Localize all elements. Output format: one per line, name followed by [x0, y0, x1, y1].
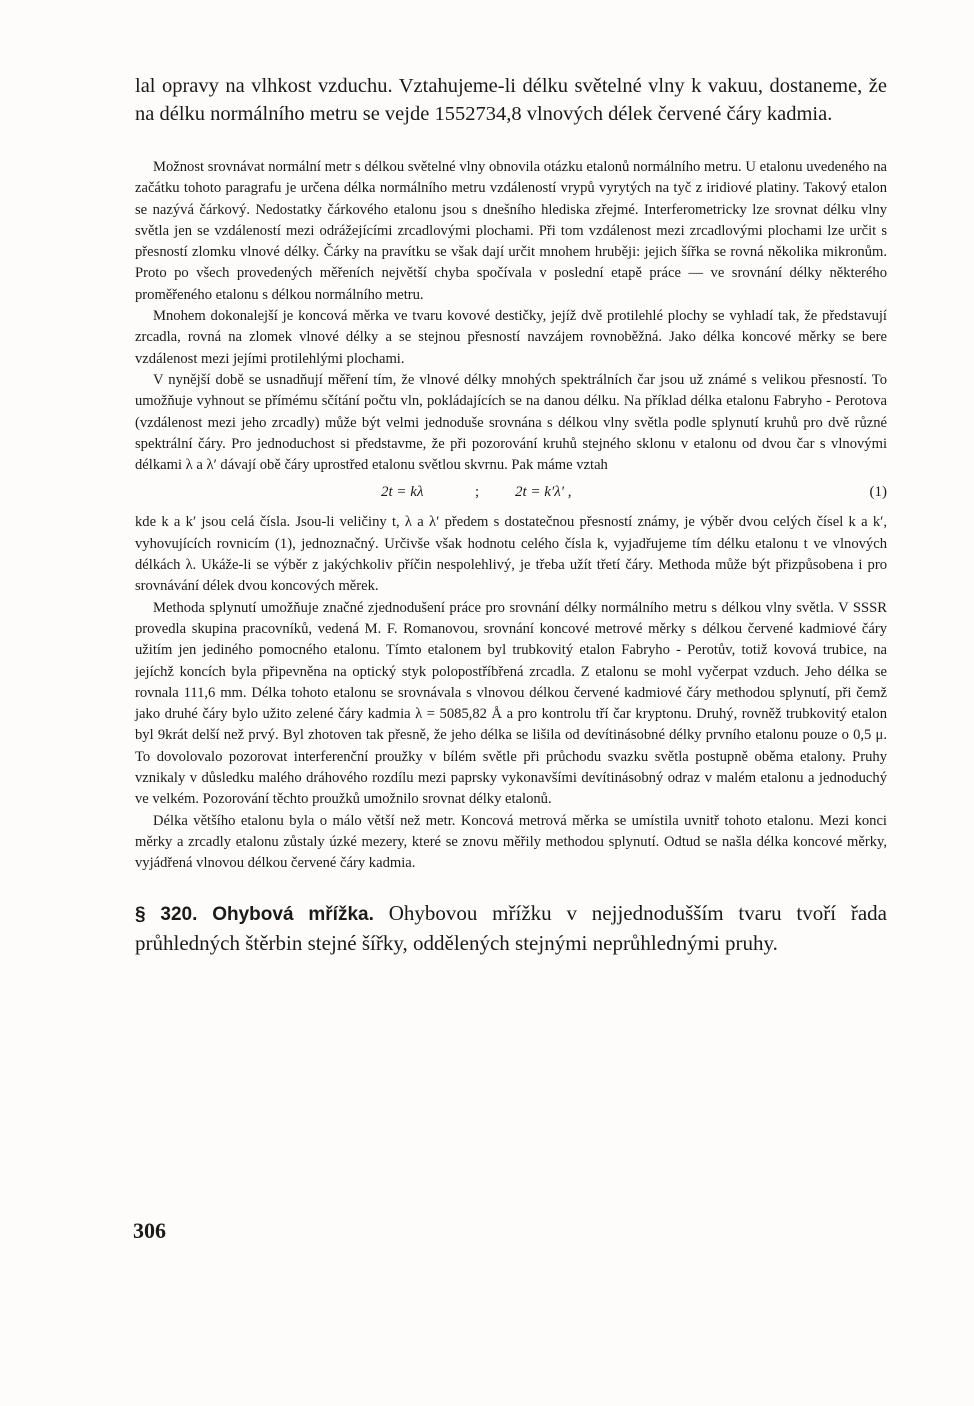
- paragraph-coincidence-method: Methoda splynutí umožňuje značné zjednodušení práce pro srovnání délky normálního metru s délkou vlny světla. V SSSR provedla skupina pracovníků, vedená M. F. Romanovou, srovnání koncové metrové měrky s délkou červené kadmiové čáry užitím jen jediného pomocného etalonu. Tímto etalonem byl trubkovitý etalon Fabryho - Perotův, totiž kovová trubice, na jejíchž koncích byla připevněna na optický styk polopostříbřená zrcadla. Z etalonu se mohl vyčerpat vzduch. Jeho délka se rovnala 111,6 mm. Délka tohoto etalonu se srovnávala s vlnovou délkou červené kadmiové čáry methodou splynutí, při čemž jako druhé čáry bylo užito zelené čáry kadmia λ = 5085,82 Å a pro kontrolu tří čar kryptonu. Druhý, rovněž trubkovitý etalon byl 9krát delší než prvý. Byl zhotoven tak přesně, že jeho délka se lišila od devítinásobné délky prvního etalonu pouze o 0,5 μ. To dovolovalo pozorovat interferenční proužky v bílém světle při průchodu svazku světla postupně oběma etalony. Pruhy vznikaly v důsledku malého dráhového rozdílu mezi paprsky vykonavšími devítinásobný odraz v malém etalonu a jednoduchý ve velkém. Pozorování těchto proužků umožnilo srovnat délky etalonů.: [135, 599, 887, 808]
- lead-paragraph: lal opravy na vlhkost vzduchu. Vztahujeme-li délku světelné vlny k vakuu, dostaneme, že na délku normálního metru se vejde 1552734,8 vlnových délek červené čáry kadmia.: [135, 75, 887, 125]
- equation-left: 2t = kλ: [381, 484, 424, 501]
- paragraph-end-gauge: Mnohem dokonalejší je koncová měrka ve tvaru kovové destičky, jejíž dvě protilehlé plochy se vyhladí tak, že představují zrcadla, rovná na zlomek vlnové délky a se stejnou přesností navzájem rovnoběžná. Jako délka koncové měrky se bere vzdálenost mezi jejími protilehlými plochami.: [135, 308, 887, 367]
- paragraph-larger-etalon: Délka většího etalonu byla o málo větší než metr. Koncová metrová měrka se umístila uvnitř tohoto etalonu. Mezi konci měrky a zrcadly etalonu zůstaly úzké mezery, které se znovu měřily methodou splynutí. Odtud se našla délka koncové měrky, vyjádřená vlnovou délkou červené čáry kadmia.: [135, 812, 887, 872]
- section-320: [135, 899, 887, 958]
- page-body: [135, 72, 887, 958]
- paragraph-etalons: Možnost srovnávat normální metr s délkou světelné vlny obnovila otázku etalonů normálního metru. U etalonu uvedeného na začátku tohoto paragrafu je určena délka normálního metru vzdáleností vrypů vyrytých na tyč z iridiové platiny. Takový etalon se nazývá čárkový. Nedostatky čárkového etalonu jsou s dnešního hlediska zřejmé. Interferometricky lze srovnat délku vlny světla jen se vzdáleností mezi odrážejícími zrcadlovými plochami. Při tom vzdálenost mezi zrcadlovými plochami lze určit s přesností zlomku vlnové délky. Čárky na pravítku se však dají určit mnohem hruběji: jejich šířka se rovná několika mikronům. Proto po všech provedených měřeních největší chyba spočívala v poslední etapě práce — ve srovnání délky některého proměřeného etalonu s délkou normálního metru.: [135, 159, 887, 303]
- section-text: Ohybovou mřížku v nejjednodušším tvaru tvoří řada průhledných štěrbin stejné šířky, oddělených stejnými neprůhlednými pruhy.: [135, 900, 887, 955]
- equation-1: [135, 476, 887, 512]
- section-heading: § 320. Ohybová mřížka.: [135, 903, 374, 925]
- equation-separator: ;: [475, 484, 480, 501]
- equation-right: 2t = k′λ′ ,: [515, 484, 572, 501]
- paragraph-wavelengths: V nynější době se usnadňují měření tím, že vlnové délky mnohých spektrálních čar jsou už známé s velikou přesností. To umožňuje vyhnout se přímému sčítání počtu vln, pokládajících se na danou délku. Na příklad délka etalonu Fabryho - Perotova (vzdálenost mezi jeho zrcadly) může být velmi jednoduše srovnána s délkou vlny světla podle splynutí kruhů pro dvě různé spektrální čáry. Pro jednoduchost si představme, že při pozorování kruhů stejného sklonu v etalonu od dvou čar s vlnovými délkami λ a λ′ dávají obě čáry uprostřed etalonu světlou skvrnu. Pak máme vztah: [135, 371, 887, 474]
- equation-number: (1): [869, 484, 887, 501]
- page-number: 306: [133, 1218, 166, 1243]
- paragraph-integers: kde k a k′ jsou celá čísla. Jsou-li veličiny t, λ a λ′ předem s dostatečnou přesností známy, je výběr dvou celých čísel k a k′, vyhovujících rovnicím (1), jednoznačný. Určivše však hodnotu celého čísla k, vyjadřujeme tím délku etalonu t ve vlnových délkách λ. Ukáže-li se výběr z jakýchkoliv příčin nespolehlivý, je třeba užít třetí čáry. Methoda může být přizpůsobena i pro srovnávání délek dvou koncových měrek.: [135, 514, 887, 595]
